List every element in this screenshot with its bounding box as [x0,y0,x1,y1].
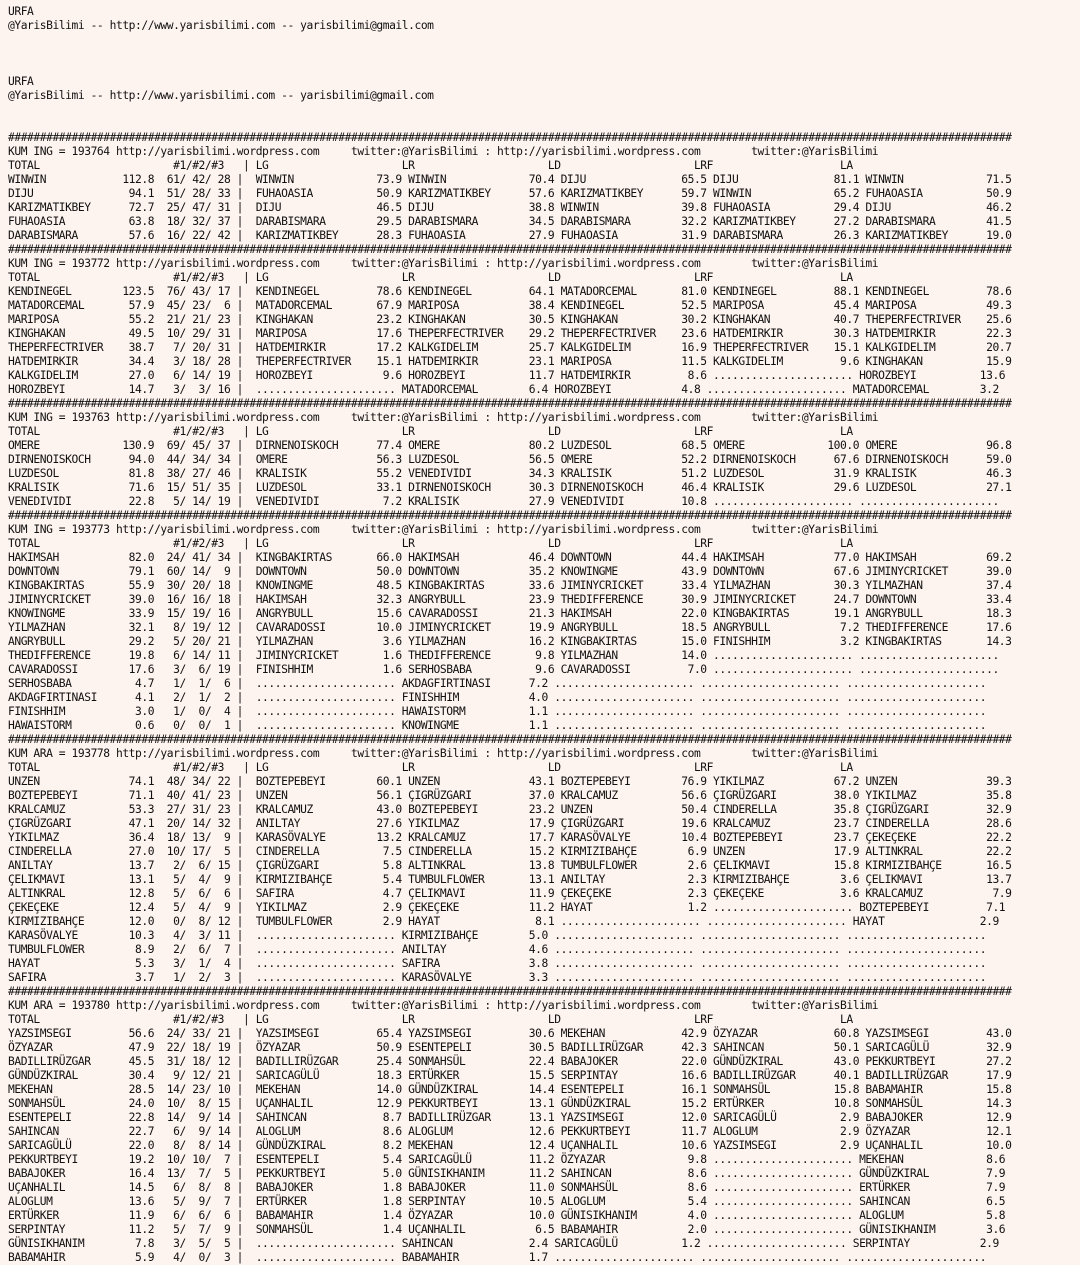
table-row: ALOGLUM 13.6 5/ 9/ 7 | ERTÜRKER 1.8 SERPINTAY 10.5 ALOGLUM 5.4 ...................... SAHINCAN 6.5 [8,1195,1006,1208]
table-row: MARIPOSA 55.2 21/ 21/ 23 | KINGHAKAN 23.2 KINGHAKAN 30.5 KINGHAKAN 30.2 KINGHAKAN 40.7 THEPERFECTRIVER 25.6 [8,313,1012,326]
table-row: KALKGIDELIM 27.0 6/ 14/ 19 | HOROZBEYI 9.6 HOROZBEYI 11.7 HATDEMIRKIR 8.6 ...................... HOROZBEYI 13.6 [8,369,1006,382]
separator-line: ############################################################################################################################################################## [8,985,1012,998]
table-row: CAVARADOSSI 17.6 3/ 6/ 19 | FINISHHIM 1.6 SERHOSBABA 9.6 CAVARADOSSI 7.0 ...................... ...................... [8,663,999,676]
table-row: SAFIRA 3.7 1/ 2/ 3 | ...................... KARASÖVALYE 3.3 ...................... ...................... ...................... [8,971,987,984]
table-row: FINISHHIM 3.0 1/ 0/ 4 | ...................... HAWAISTORM 1.1 ...................... ...................... ...................... [8,705,987,718]
column-header: TOTAL #1/#2/#3 | LG LR LD LRF LA [8,1013,853,1026]
table-row: DOWNTOWN 79.1 60/ 14/ 9 | DOWNTOWN 50.0 DOWNTOWN 35.2 KNOWINGME 43.9 DOWNTOWN 67.6 JIMINYCRICKET 39.0 [8,565,1012,578]
header-line: URFA [8,75,34,88]
table-row: SERPINTAY 11.2 5/ 7/ 9 | SONMAHSÜL 1.4 UÇANHALIL 6.5 BABAMAHIR 2.0 ...................... GÜNISIKHANIM 3.6 [8,1223,1006,1236]
race-title: KUM ING = 193772 http://yarisbilimi.wordpress.com twitter:@YarisBilimi : http://yarisbilimi.wordpress.com twitter:@YarisBilimi [8,257,879,270]
table-row: DARABISMARA 57.6 16/ 22/ 42 | KARIZMATIKBEY 28.3 FUHAOASIA 27.9 FUHAOASIA 31.9 DARABISMARA 26.3 KARIZMATIKBEY 19.0 [8,229,1012,242]
table-row: SONMAHSÜL 24.0 10/ 8/ 15 | UÇANHALIL 12.9 PEKKURTBEYI 13.1 GÜNDÜZKIRAL 15.2 ERTÜRKER 10.8 SONMAHSÜL 14.3 [8,1097,1012,1110]
table-row: UNZEN 74.1 48/ 34/ 22 | BOZTEPEBEYI 60.1 UNZEN 43.1 BOZTEPEBEYI 76.9 YIKILMAZ 67.2 UNZEN 39.3 [8,775,1012,788]
table-row: ERTÜRKER 11.9 6/ 6/ 6 | BABAMAHIR 1.4 ÖZYAZAR 10.0 GÜNISIKHANIM 4.0 ...................... ALOGLUM 5.8 [8,1209,1006,1222]
table-row: KNOWINGME 33.9 15/ 19/ 16 | ANGRYBULL 15.6 CAVARADOSSI 21.3 HAKIMSAH 22.0 KINGBAKIRTAS 19.1 ANGRYBULL 18.3 [8,607,1012,620]
table-row: YILMAZHAN 32.1 8/ 19/ 12 | CAVARADOSSI 10.0 JIMINYCRICKET 19.9 ANGRYBULL 18.5 ANGRYBULL 7.2 THEDIFFERENCE 17.6 [8,621,1012,634]
table-row: HAYAT 5.3 3/ 1/ 4 | ...................... SAFIRA 3.8 ...................... ...................... ...................... [8,957,987,970]
table-row: BABAMAHIR 5.9 4/ 0/ 3 | ...................... BABAMAHIR 1.7 ...................... ...................... ...................... [8,1251,987,1264]
table-row: PEKKURTBEYI 19.2 10/ 10/ 7 | ESENTEPELI 5.4 SARICAGÜLÜ 11.2 ÖZYAZAR 9.8 ...................... MEKEHAN 8.6 [8,1153,1006,1166]
column-header: TOTAL #1/#2/#3 | LG LR LD LRF LA [8,761,853,774]
separator-line: ############################################################################################################################################################## [8,243,1012,256]
separator-line: ############################################################################################################################################################## [8,509,1012,522]
separator-line: ############################################################################################################################################################## [8,131,1012,144]
table-row: THEDIFFERENCE 19.8 6/ 14/ 11 | JIMINYCRICKET 1.6 THEDIFFERENCE 9.8 YILMAZHAN 14.0 ...................... ...................... [8,649,999,662]
table-row: CINDERELLA 27.0 10/ 17/ 5 | CINDERELLA 7.5 CINDERELLA 15.2 KIRMIZIBAHÇE 6.9 UNZEN 17.9 ALTINKRAL 22.2 [8,845,1012,858]
race-title: KUM ING = 193773 http://yarisbilimi.wordpress.com twitter:@YarisBilimi : http://yarisbilimi.wordpress.com twitter:@YarisBilimi [8,523,879,536]
table-row: ANGRYBULL 29.2 5/ 20/ 21 | YILMAZHAN 3.6 YILMAZHAN 16.2 KINGBAKIRTAS 15.0 FINISHHIM 3.2 KINGBAKIRTAS 14.3 [8,635,1012,648]
table-row: ANILTAY 13.7 2/ 6/ 15 | ÇIGRÜZGARI 5.8 ALTINKRAL 13.8 TUMBULFLOWER 2.6 ÇELIKMAVI 15.8 KIRMIZIBAHÇE 16.5 [8,859,1012,872]
table-row: OMERE 130.9 69/ 45/ 37 | DIRNENOISKOCH 77.4 OMERE 80.2 LUZDESOL 68.5 OMERE 100.0 OMERE 96.8 [8,439,1012,452]
table-row: ÇEKEÇEKE 12.4 5/ 4/ 9 | YIKILMAZ 2.9 ÇEKEÇEKE 11.2 HAYAT 1.2 ...................... BOZTEPEBEYI 7.1 [8,901,1006,914]
column-header: TOTAL #1/#2/#3 | LG LR LD LRF LA [8,159,853,172]
header-line: @YarisBilimi -- http://www.yarisbilimi.com -- yarisbilimi@gmail.com [8,19,434,32]
table-row: LUZDESOL 81.8 38/ 27/ 46 | KRALISIK 55.2 VENEDIVIDI 34.3 KRALISIK 51.2 LUZDESOL 31.9 KRALISIK 46.3 [8,467,1012,480]
table-row: SERHOSBABA 4.7 1/ 1/ 6 | ...................... AKDAGFIRTINASI 7.2 ...................... ...................... ...................... [8,677,987,690]
race-title: KUM ING = 193764 http://yarisbilimi.wordpress.com twitter:@YarisBilimi : http://yarisbilimi.wordpress.com twitter:@YarisBilimi [8,145,879,158]
table-row: HAWAISTORM 0.6 0/ 0/ 1 | ...................... KNOWINGME 1.1 ...................... ...................... ...................... [8,719,987,732]
table-row: GÜNDÜZKIRAL 30.4 9/ 12/ 21 | SARICAGÜLÜ 18.3 ERTÜRKER 15.5 SERPINTAY 16.6 BADILLIRÜZGAR 40.1 BADILLIRÜZGAR 17.9 [8,1069,1012,1082]
table-row: KINGHAKAN 49.5 10/ 29/ 31 | MARIPOSA 17.6 THEPERFECTRIVER 29.2 THEPERFECTRIVER 23.6 HATDEMIRKIR 30.3 HATDEMIRKIR 22.3 [8,327,1012,340]
table-row: FUHAOASIA 63.8 18/ 32/ 37 | DARABISMARA 29.5 DARABISMARA 34.5 DARABISMARA 32.2 KARIZMATIKBEY 27.2 DARABISMARA 41.5 [8,215,1012,228]
table-row: ÖZYAZAR 47.9 22/ 18/ 19 | ÖZYAZAR 50.9 ESENTEPELI 30.5 BADILLIRÜZGAR 42.3 SAHINCAN 50.1 SARICAGÜLÜ 32.9 [8,1041,1012,1054]
table-row: MATADORCEMAL 57.9 45/ 23/ 6 | MATADORCEMAL 67.9 MARIPOSA 38.4 KENDINEGEL 52.5 MARIPOSA 45.4 MARIPOSA 49.3 [8,299,1012,312]
table-row: BABAJOKER 16.4 13/ 7/ 5 | PEKKURTBEYI 5.0 GÜNISIKHANIM 11.2 SAHINCAN 8.6 ...................... GÜNDÜZKIRAL 7.9 [8,1167,1006,1180]
table-row: BADILLIRÜZGAR 45.5 31/ 18/ 12 | BADILLIRÜZGAR 25.4 SONMAHSÜL 22.4 BABAJOKER 22.0 GÜNDÜZKIRAL 43.0 PEKKURTBEYI 27.2 [8,1055,1012,1068]
table-row: ALTINKRAL 12.8 5/ 6/ 6 | SAFIRA 4.7 ÇELIKMAVI 11.9 ÇEKEÇEKE 2.3 ÇEKEÇEKE 3.6 KRALCAMUZ 7.9 [8,887,1012,900]
column-header: TOTAL #1/#2/#3 | LG LR LD LRF LA [8,537,853,550]
column-header: TOTAL #1/#2/#3 | LG LR LD LRF LA [8,425,853,438]
table-row: TUMBULFLOWER 8.9 2/ 6/ 7 | ...................... ANILTAY 4.6 ...................... ...................... ...................... [8,943,987,956]
table-row: YAZSIMSEGI 56.6 24/ 33/ 21 | YAZSIMSEGI 65.4 YAZSIMSEGI 30.6 MEKEHAN 42.9 ÖZYAZAR 60.8 YAZSIMSEGI 43.0 [8,1027,1012,1040]
table-row: YIKILMAZ 36.4 18/ 13/ 9 | KARASÖVALYE 13.2 KRALCAMUZ 17.7 KARASÖVALYE 10.4 BOZTEPEBEYI 23.7 ÇEKEÇEKE 22.2 [8,831,1012,844]
table-row: AKDAGFIRTINASI 4.1 2/ 1/ 2 | ...................... FINISHHIM 4.0 ...................... ...................... ...................... [8,691,987,704]
table-row: JIMINYCRICKET 39.0 16/ 16/ 18 | HAKIMSAH 32.3 ANGRYBULL 23.9 THEDIFFERENCE 30.9 JIMINYCRICKET 24.7 DOWNTOWN 33.4 [8,593,1012,606]
table-row: HOROZBEYI 14.7 3/ 3/ 16 | ...................... MATADORCEMAL 6.4 HOROZBEYI 4.8 ...................... MATADORCEMAL 3.2 [8,383,999,396]
table-row: GÜNISIKHANIM 7.8 3/ 5/ 5 | ...................... SAHINCAN 2.4 SARICAGÜLÜ 1.2 ...................... SERPINTAY 2.9 [8,1237,999,1250]
separator-line: ############################################################################################################################################################## [8,397,1012,410]
table-row: SARICAGÜLÜ 22.0 8/ 8/ 14 | GÜNDÜZKIRAL 8.2 MEKEHAN 12.4 UÇANHALIL 10.6 YAZSIMSEGI 2.9 UÇANHALIL 10.0 [8,1139,1012,1152]
table-row: DIRNENOISKOCH 94.0 44/ 34/ 34 | OMERE 56.3 LUZDESOL 56.5 OMERE 52.2 DIRNENOISKOCH 67.6 DIRNENOISKOCH 59.0 [8,453,1012,466]
separator-line: ############################################################################################################################################################## [8,733,1012,746]
table-row: VENEDIVIDI 22.8 5/ 14/ 19 | VENEDIVIDI 7.2 KRALISIK 27.9 VENEDIVIDI 10.8 ...................... ...................... [8,495,999,508]
race-title: KUM ARA = 193778 http://yarisbilimi.wordpress.com twitter:@YarisBilimi : http://yarisbilimi.wordpress.com twitter:@YarisBilimi [8,747,879,760]
table-row: KIRMIZIBAHÇE 12.0 0/ 8/ 12 | TUMBULFLOWER 2.9 HAYAT 8.1 ...................... ...................... HAYAT 2.9 [8,915,999,928]
header-line: @YarisBilimi -- http://www.yarisbilimi.com -- yarisbilimi@gmail.com [8,89,434,102]
table-row: KARIZMATIKBEY 72.7 25/ 47/ 31 | DIJU 46.5 DIJU 38.8 WINWIN 39.8 FUHAOASIA 29.4 DIJU 46.2 [8,201,1012,214]
race-title: KUM ARA = 193780 http://yarisbilimi.wordpress.com twitter:@YarisBilimi : http://yarisbilimi.wordpress.com twitter:@YarisBilimi [8,999,879,1012]
table-row: DIJU 94.1 51/ 28/ 33 | FUHAOASIA 50.9 KARIZMATIKBEY 57.6 KARIZMATIKBEY 59.7 WINWIN 65.2 FUHAOASIA 50.9 [8,187,1012,200]
race-title: KUM ING = 193763 http://yarisbilimi.wordpress.com twitter:@YarisBilimi : http://yarisbilimi.wordpress.com twitter:@YarisBilimi [8,411,879,424]
table-row: HAKIMSAH 82.0 24/ 41/ 34 | KINGBAKIRTAS 66.0 HAKIMSAH 46.4 DOWNTOWN 44.4 HAKIMSAH 77.0 HAKIMSAH 69.2 [8,551,1012,564]
table-row: WINWIN 112.8 61/ 42/ 28 | WINWIN 73.9 WINWIN 70.4 DIJU 65.5 DIJU 81.1 WINWIN 71.5 [8,173,1012,186]
table-row: ÇELIKMAVI 13.1 5/ 4/ 9 | KIRMIZIBAHÇE 5.4 TUMBULFLOWER 13.1 ANILTAY 2.3 KIRMIZIBAHÇE 3.6 ÇELIKMAVI 13.7 [8,873,1012,886]
table-row: BOZTEPEBEYI 71.1 40/ 41/ 23 | UNZEN 56.1 ÇIGRÜZGARI 37.0 KRALCAMUZ 56.6 ÇIGRÜZGARI 38.0 YIKILMAZ 35.8 [8,789,1012,802]
table-row: UÇANHALIL 14.5 6/ 8/ 8 | BABAJOKER 1.8 BABAJOKER 11.0 SONMAHSÜL 8.6 ...................... ERTÜRKER 7.9 [8,1181,1006,1194]
table-row: KINGBAKIRTAS 55.9 30/ 20/ 18 | KNOWINGME 48.5 KINGBAKIRTAS 33.6 JIMINYCRICKET 33.4 YILMAZHAN 30.3 YILMAZHAN 37.4 [8,579,1012,592]
table-row: KRALISIK 71.6 15/ 51/ 35 | LUZDESOL 33.1 DIRNENOISKOCH 30.3 DIRNENOISKOCH 46.4 KRALISIK 29.6 LUZDESOL 27.1 [8,481,1012,494]
column-header: TOTAL #1/#2/#3 | LG LR LD LRF LA [8,271,853,284]
table-row: THEPERFECTRIVER 38.7 7/ 20/ 31 | HATDEMIRKIR 17.2 KALKGIDELIM 25.7 KALKGIDELIM 16.9 THEPERFECTRIVER 15.1 KALKGIDELIM 20.7 [8,341,1012,354]
table-row: HATDEMIRKIR 34.4 3/ 18/ 28 | THEPERFECTRIVER 15.1 HATDEMIRKIR 23.1 MARIPOSA 11.5 KALKGIDELIM 9.6 KINGHAKAN 15.9 [8,355,1012,368]
header-line: URFA [8,5,34,18]
table-row: KENDINEGEL 123.5 76/ 43/ 17 | KENDINEGEL 78.6 KENDINEGEL 64.1 MATADORCEMAL 81.0 KENDINEGEL 88.1 KENDINEGEL 78.6 [8,285,1012,298]
table-row: KRALCAMUZ 53.3 27/ 31/ 23 | KRALCAMUZ 43.0 BOZTEPEBEYI 23.2 UNZEN 50.4 CINDERELLA 35.8 ÇIGRÜZGARI 32.9 [8,803,1012,816]
table-row: ESENTEPELI 22.8 14/ 9/ 14 | SAHINCAN 8.7 BADILLIRÜZGAR 13.1 YAZSIMSEGI 12.0 SARICAGÜLÜ 2.9 BABAJOKER 12.9 [8,1111,1012,1124]
table-row: ÇIGRÜZGARI 47.1 20/ 14/ 32 | ANILTAY 27.6 YIKILMAZ 17.9 ÇIGRÜZGARI 19.6 KRALCAMUZ 23.7 CINDERELLA 28.6 [8,817,1012,830]
table-row: KARASÖVALYE 10.3 4/ 3/ 11 | ...................... KIRMIZIBAHÇE 5.0 ...................... ...................... ...................... [8,929,987,942]
table-row: MEKEHAN 28.5 14/ 23/ 10 | MEKEHAN 14.0 GÜNDÜZKIRAL 14.4 ESENTEPELI 16.1 SONMAHSÜL 15.8 BABAMAHIR 15.8 [8,1083,1012,1096]
table-row: SAHINCAN 22.7 6/ 9/ 14 | ALOGLUM 8.6 ALOGLUM 12.6 PEKKURTBEYI 11.7 ALOGLUM 2.9 ÖZYAZAR 12.1 [8,1125,1012,1138]
